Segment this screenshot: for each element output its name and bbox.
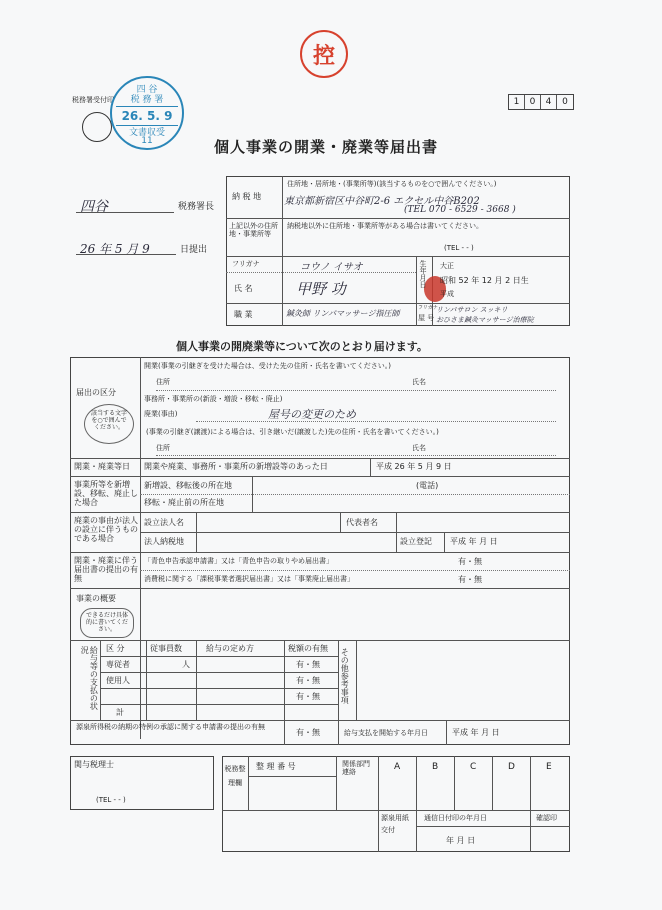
kyuyo-row-label: 専従者	[106, 660, 130, 669]
shop-value-line2: おひさま鍼灸マッサージ治療院	[436, 316, 534, 324]
received-stamp-office: 四 谷	[136, 85, 158, 95]
hojin-reg-date: 平成 年 月 日	[450, 537, 498, 546]
furigana-value: コウノ イサオ	[300, 262, 363, 273]
kyuyo-row-label: 使用人	[106, 676, 130, 685]
shop-furigana-label: フリガナ	[418, 305, 438, 311]
tsushin-date: 年 月 日	[446, 836, 476, 845]
haigyo-note: (事業の引継ぎ(譲渡)による場合は、引き継いだ(譲渡した)先の住所・氏名を書いてください。)	[146, 428, 439, 436]
tax-office-name: 四谷	[80, 199, 108, 215]
kyuyo-row-tax: 有・無	[296, 692, 320, 701]
col-a: A	[394, 762, 401, 772]
name-field-label: 氏名	[412, 378, 426, 386]
kyuyo-row-tax: 有・無	[296, 676, 320, 685]
form-number-digit: 0	[562, 97, 568, 107]
gaiyo-label: 事業の概要	[76, 594, 116, 603]
furigana-label: フリガナ	[232, 260, 260, 268]
date-value: 平成 26 年 5 月 9 日	[376, 462, 452, 471]
zeimu-label: 税務整理欄	[224, 765, 246, 787]
kyuyo-header-count: 従事員数	[150, 644, 182, 653]
col-c: C	[470, 762, 477, 772]
shop-value-line1: リンパサロン スッキリ	[436, 306, 508, 314]
kankei-label: 関係部門連絡	[342, 760, 370, 777]
received-stamp-date: 26. 5. 9	[116, 106, 178, 126]
col-e: E	[546, 762, 552, 772]
todokede-umu-label: 開業・廃業に伴う届出書の提出の有無	[74, 556, 138, 584]
kyuyo-start-label: 給与支払を開始する年月日	[344, 729, 428, 737]
kyuyo-row-tax: 有・無	[296, 660, 320, 669]
shinsetsu-row1: 新増設、移転後の所在地	[144, 481, 232, 490]
hojin-reg: 設立登記	[400, 537, 432, 546]
received-stamp-type: 文書収受	[128, 128, 165, 138]
col-d: D	[508, 762, 515, 772]
received-stamp-office2: 税 務 署	[130, 95, 164, 105]
shinsetsu-tel: (電話)	[416, 481, 439, 490]
hojin-row2: 法人納税地	[144, 537, 184, 546]
tax-office-suffix: 税務署長	[178, 202, 215, 212]
kyuyo-header-method: 給与の定め方	[206, 644, 254, 653]
seiri-label: 整 理 番 号	[256, 762, 296, 771]
kyuyo-header-tax: 税額の有無	[288, 644, 328, 653]
received-stamp	[110, 76, 184, 150]
received-stamp-number: 11	[141, 136, 153, 146]
date-label: 開業・廃業等日	[74, 462, 130, 471]
job-label: 職 業	[234, 310, 253, 319]
jimusho-label: 事務所・事業所の(新設・増設・移転・廃止)	[144, 395, 283, 403]
shinsetsu-row2: 移転・廃止前の所在地	[144, 498, 224, 507]
kyuyo-start-date: 平成 年 月 日	[452, 728, 500, 737]
other-address-label: 上記以外の住所地・事業所等	[229, 222, 278, 239]
haigyo-reason: 屋号の変更のため	[268, 408, 356, 421]
hojin-label: 廃業の事由が法人の設立に伴うものである場合	[74, 516, 138, 544]
submit-date-suffix: 日提出	[180, 245, 208, 255]
kaigyo-label: 開業(事業の引継ぎを受けた場合は、受けた先の住所・氏名を書いてください。)	[144, 362, 391, 370]
birth-era-heisei: 平成	[440, 290, 454, 298]
shohi-value: 有・無	[458, 575, 482, 584]
nozeichi-label: 納 税 地	[232, 192, 262, 201]
receipt-label: 税務署受付印	[72, 96, 114, 104]
hojin-rep: 代表者名	[346, 518, 378, 527]
receipt-circle	[82, 112, 112, 142]
hojin-row1: 設立法人名	[144, 518, 184, 527]
col-b: B	[432, 762, 439, 772]
nozeichi-tel: (TEL 070 - 6529 - 3668 )	[404, 205, 516, 215]
shohi-label: 消費税に関する「課税事業者選択届出書」又は「事業廃止届出書」	[144, 575, 354, 583]
haigyo-label: 廃業(事由)	[144, 410, 178, 418]
notice-text: 個人事業の開廃業等について次のとおり届けます。	[176, 340, 428, 353]
shinsetsu-label: 事業所等を新増設、移転、廃止した場合	[74, 480, 138, 508]
kakunin-label: 確認印	[536, 814, 557, 822]
name-field-label-2: 氏名	[412, 444, 426, 452]
form-number-digit: 4	[541, 95, 557, 109]
form-number-digit: 1	[509, 95, 525, 109]
nozeichi-options: 住所地・居所地・(事業所等)(該当するものを○で囲んでください。)	[287, 180, 497, 188]
other-address-tel: (TEL - - )	[444, 244, 474, 252]
gaiyo-note: できるだけ具体的に書いてください。	[80, 608, 134, 638]
date-desc: 開業や廃業、事務所・事業所の新増設等のあった日	[144, 462, 328, 471]
kyuyo-header-kubun: 区 分	[106, 644, 125, 653]
sonota-label: その他参考事項	[340, 648, 350, 704]
aoiro-value: 有・無	[458, 557, 482, 566]
gensen-value: 有・無	[296, 728, 320, 737]
shop-label: 屋 号	[418, 314, 435, 322]
birth-label: 生年月日	[419, 260, 428, 288]
name-value: 甲野 功	[296, 280, 346, 298]
gensen-label: 源泉所得税の納期の特例の承認に関する申請書の提出の有無	[76, 723, 265, 731]
control-stamp: 控	[300, 30, 348, 78]
address-label: 住所	[156, 378, 170, 386]
form-number-digit: 0	[525, 95, 541, 109]
nozeichi-value: 東京都新宿区中谷町2-6 エクセル中谷B202	[284, 196, 480, 207]
kyuyo-label: 給与等の支払の状況	[80, 646, 99, 710]
tsushin-label: 通信日付印の年月日	[424, 814, 487, 822]
aoiro-label: 「青色申告承認申請書」又は「青色申告の取りやめ届出書」	[144, 557, 333, 565]
genken-label: 源泉用紙交付	[381, 814, 409, 834]
kyuyo-row-label: 計	[116, 708, 124, 717]
zeirishi-label: 関与税理士	[74, 760, 114, 769]
todokede-label: 届出の区分	[76, 388, 116, 397]
form-number-box	[508, 94, 574, 110]
address-label-2: 住所	[156, 444, 170, 452]
name-label: 氏 名	[234, 284, 253, 293]
zeirishi-tel: (TEL - - )	[96, 796, 126, 804]
todokede-note: 該当する文字を○で囲んでください。	[84, 404, 134, 444]
form-title: 個人事業の開業・廃業等届出書	[214, 138, 439, 156]
kyuyo-row-count: 人	[182, 660, 190, 669]
submit-date: 26 年 5 月 9	[80, 242, 150, 256]
birth-era-taisho: 大正	[440, 262, 454, 270]
birth-value: 昭和 52 年 12 月 2 日生	[440, 276, 529, 285]
other-address-note: 納税地以外に住所地・事業所等がある場合は書いてください。	[287, 222, 483, 230]
job-value: 鍼灸師 リンパマッサージ指圧師	[286, 309, 400, 318]
